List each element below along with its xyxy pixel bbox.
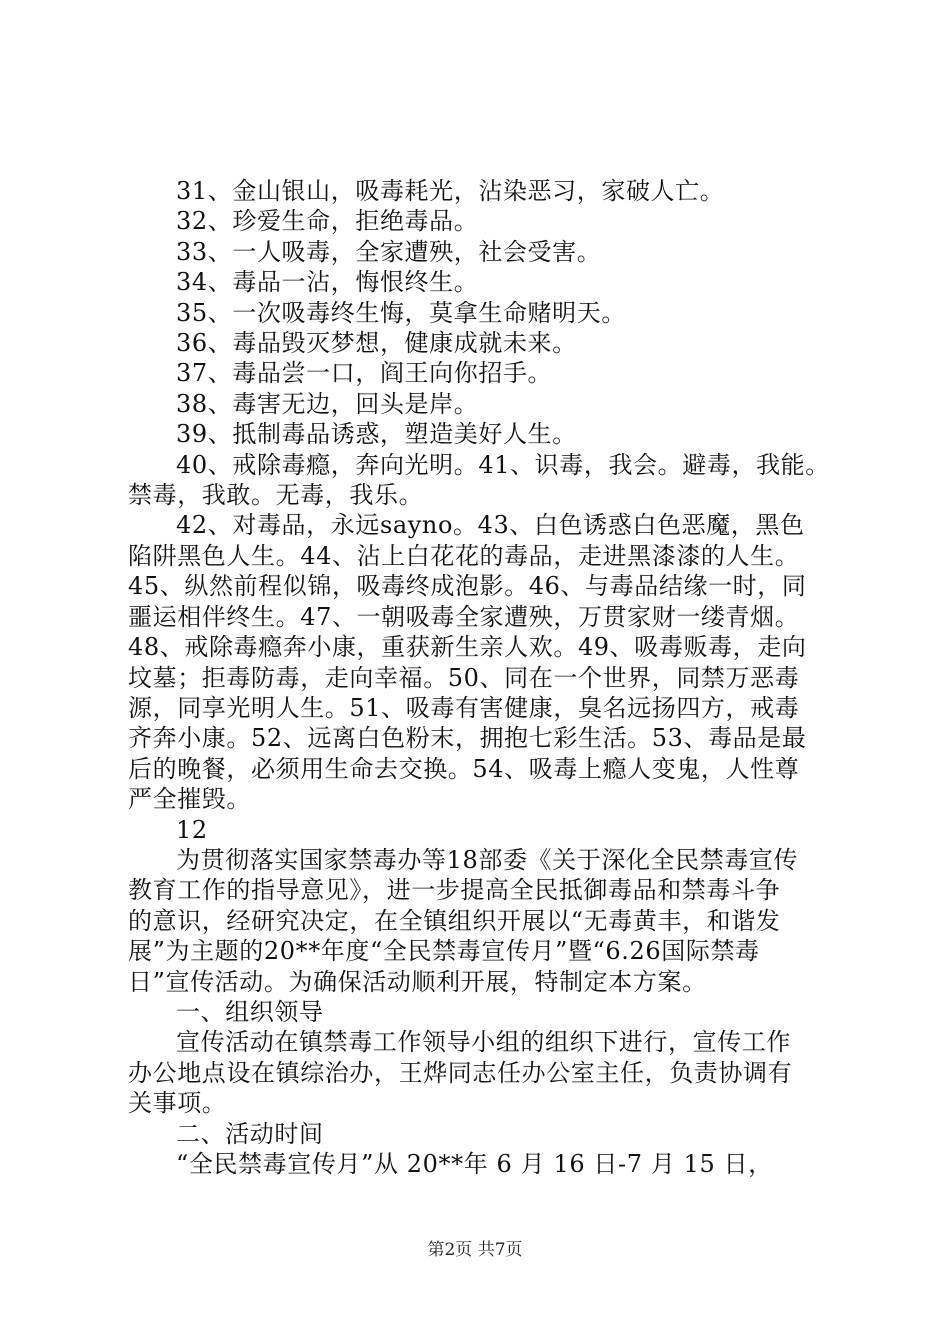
page-footer: 第2页 共7页 bbox=[427, 1240, 523, 1260]
text-line: 禁毒，我敢。无毒，我乐。 bbox=[128, 481, 424, 510]
document-body bbox=[128, 176, 844, 1179]
text-line: 48、戒除毒瘾奔小康，重获新生亲人欢。49、吸毒贩毒，走向 bbox=[128, 633, 807, 662]
text-line: 33、一人吸毒，全家遭殃，社会受害。 bbox=[176, 237, 602, 266]
text-line: 齐奔小康。52、远离白色粉末，拥抱七彩生活。53、毒品是最 bbox=[128, 724, 807, 753]
text-line: “全民禁毒宣传月”从 20**年 6 月 16 日-7 月 15 日， bbox=[176, 1150, 773, 1178]
text-line: 坟墓；拒毒防毒，走向幸福。50、同在一个世界，同禁万恶毒 bbox=[128, 663, 800, 692]
text-line: 的意识，经研究决定，在全镇组织开展以“无毒黄丰，和谐发 bbox=[128, 906, 781, 935]
text-line: 为贯彻落实国家禁毒办等18部委《关于深化全民禁毒宣传 bbox=[176, 845, 799, 874]
text-line: 严全摧毁。 bbox=[128, 785, 251, 814]
text-line: 38、毒害无边，回头是岸。 bbox=[176, 389, 479, 418]
text-line: 31、金山银山，吸毒耗光，沾染恶习，家破人亡。 bbox=[176, 177, 725, 205]
text-line: 37、毒品尝一口，阎王向你招手。 bbox=[176, 359, 553, 388]
text-line: 32、珍爱生命，拒绝毒品。 bbox=[176, 207, 479, 236]
text-line: 日”宣传活动。为确保活动顺利开展，特制定本方案。 bbox=[128, 967, 707, 996]
text-line: 42、对毒品，永远sayno。43、白色诱惑白色恶魔，黑色 bbox=[176, 511, 805, 540]
text-line: 35、一次吸毒终生悔，莫拿生命赌明天。 bbox=[176, 298, 626, 327]
text-line: 39、抵制毒品诱惑，塑造美好人生。 bbox=[176, 420, 577, 449]
text-line: 教育工作的指导意见》，进一步提高全民抵御毒品和禁毒斗争 bbox=[128, 876, 781, 905]
text-line: 45、纵然前程似锦，吸毒终成泡影。46、与毒品结缘一时，同 bbox=[128, 572, 807, 601]
text-line: 12 bbox=[176, 815, 208, 844]
text-line: 36、毒品毁灭梦想，健康成就未来。 bbox=[176, 329, 577, 358]
text-line: 40、戒除毒瘾，奔向光明。41、识毒，我会。避毒，我能。 bbox=[176, 450, 830, 479]
text-line: 二、活动时间 bbox=[176, 1119, 324, 1148]
text-line: 源，同享光明人生。51、吸毒有害健康，臭名远扬四方，戒毒 bbox=[128, 693, 800, 722]
text-line: 一、组织领导 bbox=[176, 997, 324, 1026]
text-line: 关事项。 bbox=[128, 1089, 227, 1118]
text-line: 后的晚餐，必须用生命去交换。54、吸毒上瘾人变鬼，人性尊 bbox=[128, 754, 800, 783]
text-line: 办公地点设在镇综治办，王烨同志任办公室主任，负责协调有 bbox=[128, 1058, 793, 1087]
text-line: 34、毒品一沾，悔恨终生。 bbox=[176, 268, 479, 297]
text-line: 陷阱黑色人生。44、沾上白花花的毒品，走进黑漆漆的人生。 bbox=[128, 541, 800, 570]
text-line: 展”为主题的20**年度“全民禁毒宣传月”暨“6.26国际禁毒 bbox=[128, 937, 760, 966]
text-line: 宣传活动在镇禁毒工作领导小组的组织下进行，宣传工作 bbox=[176, 1028, 791, 1057]
text-line: 噩运相伴终生。47、一朝吸毒全家遭殃，万贯家财一缕青烟。 bbox=[128, 602, 800, 631]
